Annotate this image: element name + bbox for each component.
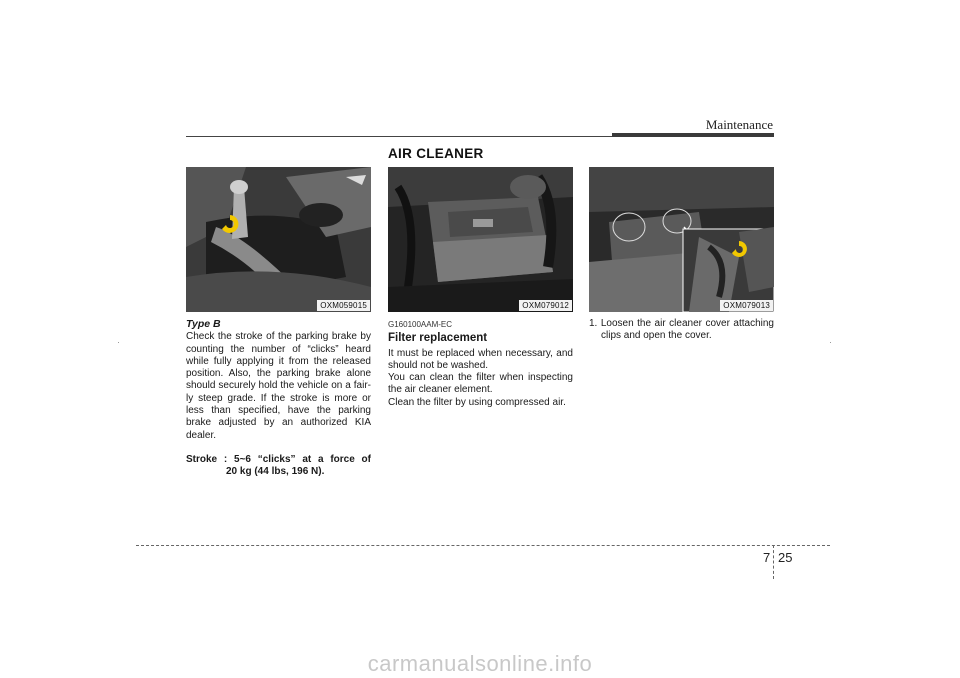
footer-rule: [136, 545, 830, 546]
middle-column: [388, 319, 573, 409]
figure-code: OXM059015: [317, 300, 370, 311]
figure-parking-brake: [186, 167, 371, 312]
right-column: [589, 318, 774, 343]
stroke-spec: [186, 454, 371, 479]
stroke-spec-line: Stroke : 5~6 “clicks” at a force of: [186, 453, 371, 465]
header-rule: [186, 136, 612, 137]
body-text: Clean the filter by using compressed air.: [388, 396, 566, 408]
reference-code: G160100AAM-EC: [388, 320, 453, 329]
body-text: It must be replaced when necessary, and should not be washed.: [388, 347, 573, 371]
stroke-spec-line: 20 kg (44 lbs, 196 N).: [226, 466, 325, 478]
parking-brake-illustration: [186, 167, 371, 312]
body-text: Check the stroke of the parking brake by counting the number of “clicks” heard while fully applying it from the released position. Also, the parking brake alone should securely hold the vehicle on a fair-ly steep grade. If the stroke is more or less than specified, have the parking brake adjusted by an authorized KIA dealer.: [186, 331, 371, 441]
figure-air-cleaner: [388, 167, 573, 312]
subheading: Type B: [186, 318, 221, 330]
chapter-number: 7: [763, 550, 771, 565]
section-heading: AIR CLEANER: [388, 146, 484, 161]
step-item: 1. Loosen the air cleaner cover attaching clips and open the cover.: [589, 318, 774, 342]
body-text: You can clean the filter when inspecting the air cleaner element.: [388, 372, 573, 396]
section-label: Maintenance: [705, 117, 773, 132]
figure-code: OXM079013: [720, 300, 773, 311]
left-column: [186, 318, 371, 479]
page-separator: [773, 545, 774, 579]
page-number: 25: [778, 550, 793, 565]
header-rule-accent: [612, 133, 774, 137]
crop-mark: [118, 342, 119, 343]
watermark: carmanualsonline.info: [367, 651, 593, 676]
figure-cover-clips: [589, 167, 774, 312]
figure-code: OXM079012: [519, 300, 572, 311]
block-title: Filter replacement: [388, 332, 488, 345]
crop-mark: [830, 342, 831, 343]
cover-clips-illustration: [589, 167, 774, 312]
engine-bay-illustration: [388, 167, 573, 312]
